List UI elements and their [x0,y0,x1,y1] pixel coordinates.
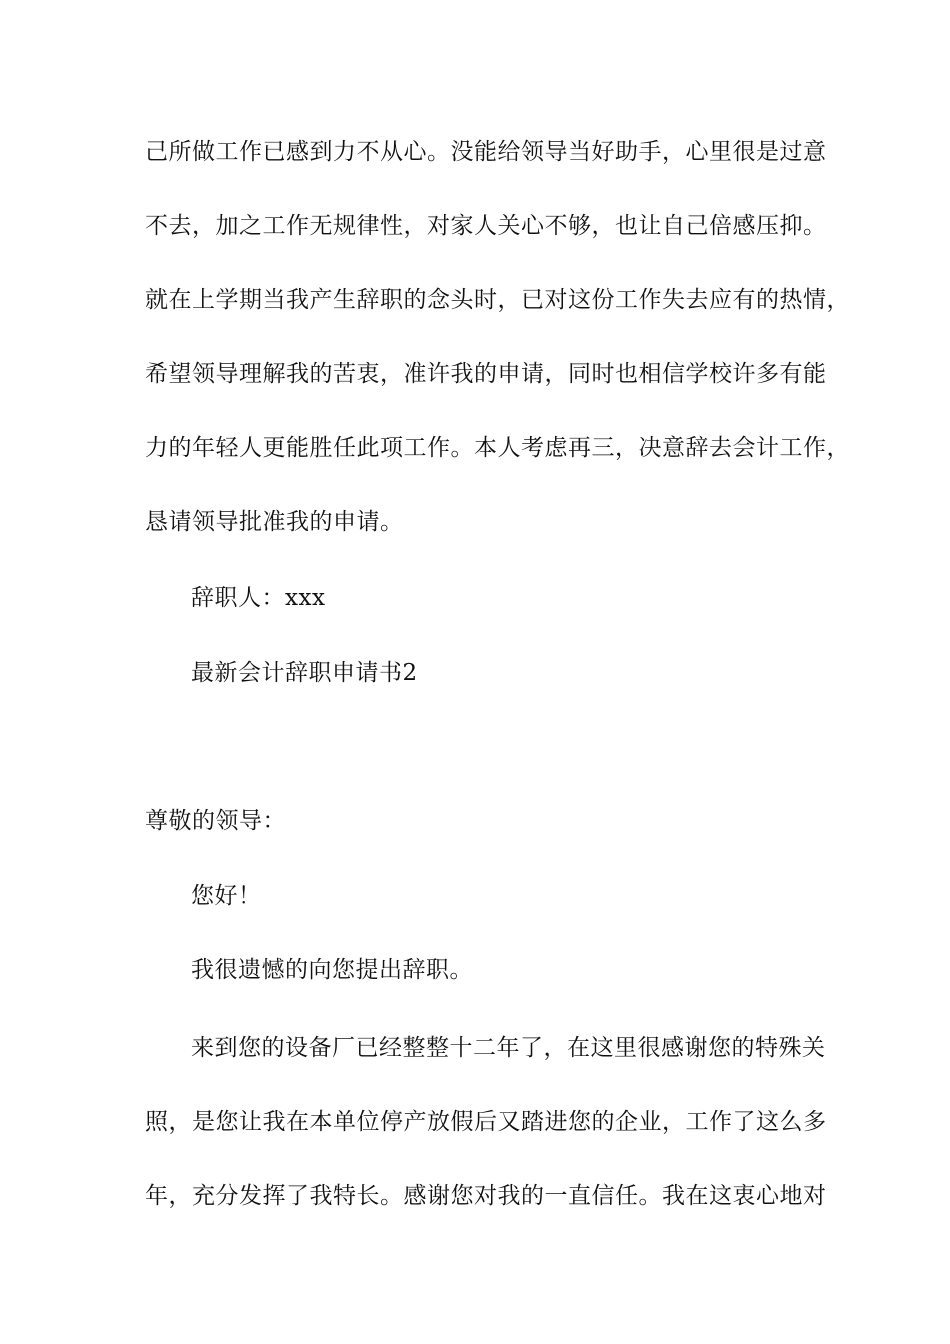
body-text-line: 就在上学期当我产生辞职的念头时，已对这份工作失去应有的热情， [145,287,850,313]
body-text-line: 恳请领导批准我的申请。 [145,509,404,535]
signature-line: 辞职人：xxx [191,585,326,611]
body-text-line: 力的年轻人更能胜任此项工作。本人考虑再三，决意辞去会计工作， [145,435,850,461]
body-text-line: 来到您的设备厂已经整整十二年了，在这里很感谢您的特殊关 [191,1035,826,1061]
body-text-line: 己所做工作已感到力不从心。没能给领导当好助手，心里很是过意 [145,139,827,165]
body-text-line: 照，是您让我在本单位停产放假后又踏进您的企业，工作了这么多 [145,1109,827,1135]
body-text-line: 年，充分发挥了我特长。感谢您对我的一直信任。我在这衷心地对 [145,1183,827,1209]
greeting: 您好！ [191,883,262,909]
salutation: 尊敬的领导： [145,808,286,834]
body-text-line: 不去，加之工作无规律性，对家人关心不够，也让自己倍感压抑。 [145,213,827,239]
section-title: 最新会计辞职申请书2 [191,660,418,686]
body-text-line: 希望领导理解我的苦衷，准许我的申请，同时也相信学校许多有能 [145,361,827,387]
intro-text: 我很遗憾的向您提出辞职。 [191,957,473,983]
